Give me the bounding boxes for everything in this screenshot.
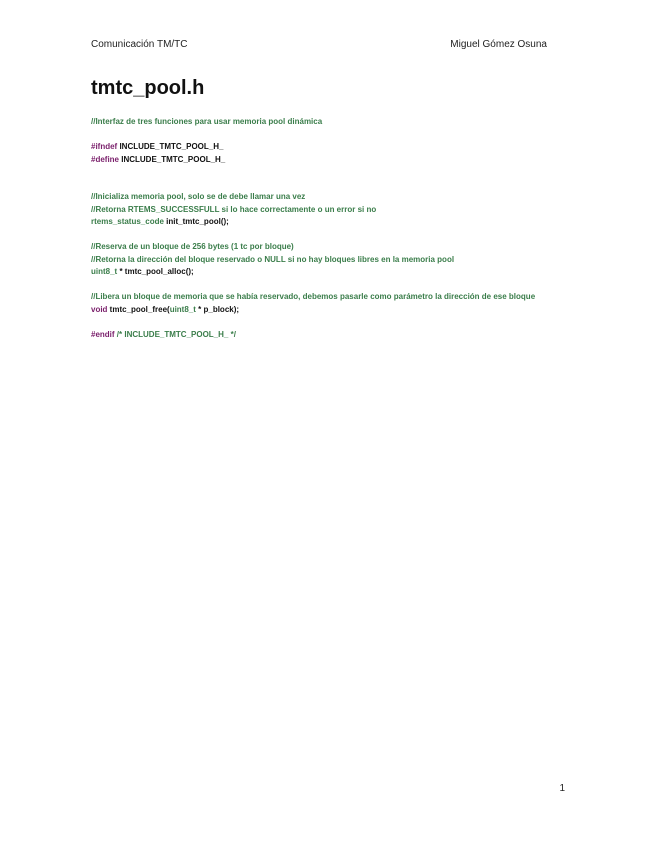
function-name: tmtc_pool_free(: [107, 304, 170, 314]
code-comment: //Reserva de un bloque de 256 bytes (1 tc por bloque): [91, 242, 294, 251]
code-line-ifndef: [91, 141, 561, 154]
code-comment: //Libera un bloque de memoria que se había reservado, debemos pasarle como parámetro la dirección de ese bloque: [91, 292, 536, 301]
return-type: rtems_status_code: [91, 217, 164, 226]
code-line-free-comment: [91, 291, 561, 304]
document-title: tmtc_pool.h: [91, 77, 205, 99]
preprocessor-keyword: #define: [91, 154, 120, 164]
code-comment: /* INCLUDE_TMTC_POOL_H_ */: [114, 329, 236, 339]
blank-line: [91, 279, 561, 292]
code-comment: //Retorna RTEMS_SUCCESSFULL si lo hace correctamente o un error si no: [91, 204, 377, 214]
preprocessor-keyword: #ifndef: [91, 142, 118, 151]
running-header-right: Miguel Gómez Osuna: [450, 39, 547, 50]
code-line-init-comment-2: [91, 204, 561, 217]
macro-name: INCLUDE_TMTC_POOL_H_: [117, 142, 224, 151]
page-number: 1: [559, 783, 565, 794]
parameter-name: * p_block);: [195, 304, 240, 314]
code-line-alloc-decl: [91, 266, 561, 279]
blank-line: [91, 166, 561, 191]
running-header-left: Comunicación TM/TC: [91, 39, 188, 50]
code-line-free-decl: [91, 304, 561, 317]
return-type: uint8_t: [91, 267, 118, 276]
code-line-alloc-comment-2: [91, 254, 561, 267]
preprocessor-keyword: #endif: [91, 329, 115, 339]
code-line-endif: [91, 329, 561, 342]
code-line-init-decl: [91, 216, 561, 229]
code-comment: //Retorna la dirección del bloque reservado o NULL si no hay bloques libres en la memoria pool: [91, 254, 455, 264]
function-declaration: * tmtc_pool_alloc();: [117, 267, 194, 276]
code-line-intro-comment: [91, 116, 561, 129]
function-declaration: init_tmtc_pool();: [163, 217, 229, 226]
code-comment: //Inicializa memoria pool, solo se de debe llamar una vez: [91, 192, 306, 201]
macro-name: INCLUDE_TMTC_POOL_H_: [119, 154, 226, 164]
type-keyword: void: [91, 304, 108, 314]
code-line-init-comment-1: [91, 191, 561, 204]
code-line-define: [91, 154, 561, 167]
blank-line: [91, 129, 561, 142]
code-listing: [91, 116, 561, 341]
code-comment: //Interfaz de tres funciones para usar memoria pool dinámica: [91, 117, 323, 126]
code-line-alloc-comment-1: [91, 241, 561, 254]
blank-line: [91, 229, 561, 242]
parameter-type: uint8_t: [169, 304, 196, 314]
blank-line: [91, 316, 561, 329]
